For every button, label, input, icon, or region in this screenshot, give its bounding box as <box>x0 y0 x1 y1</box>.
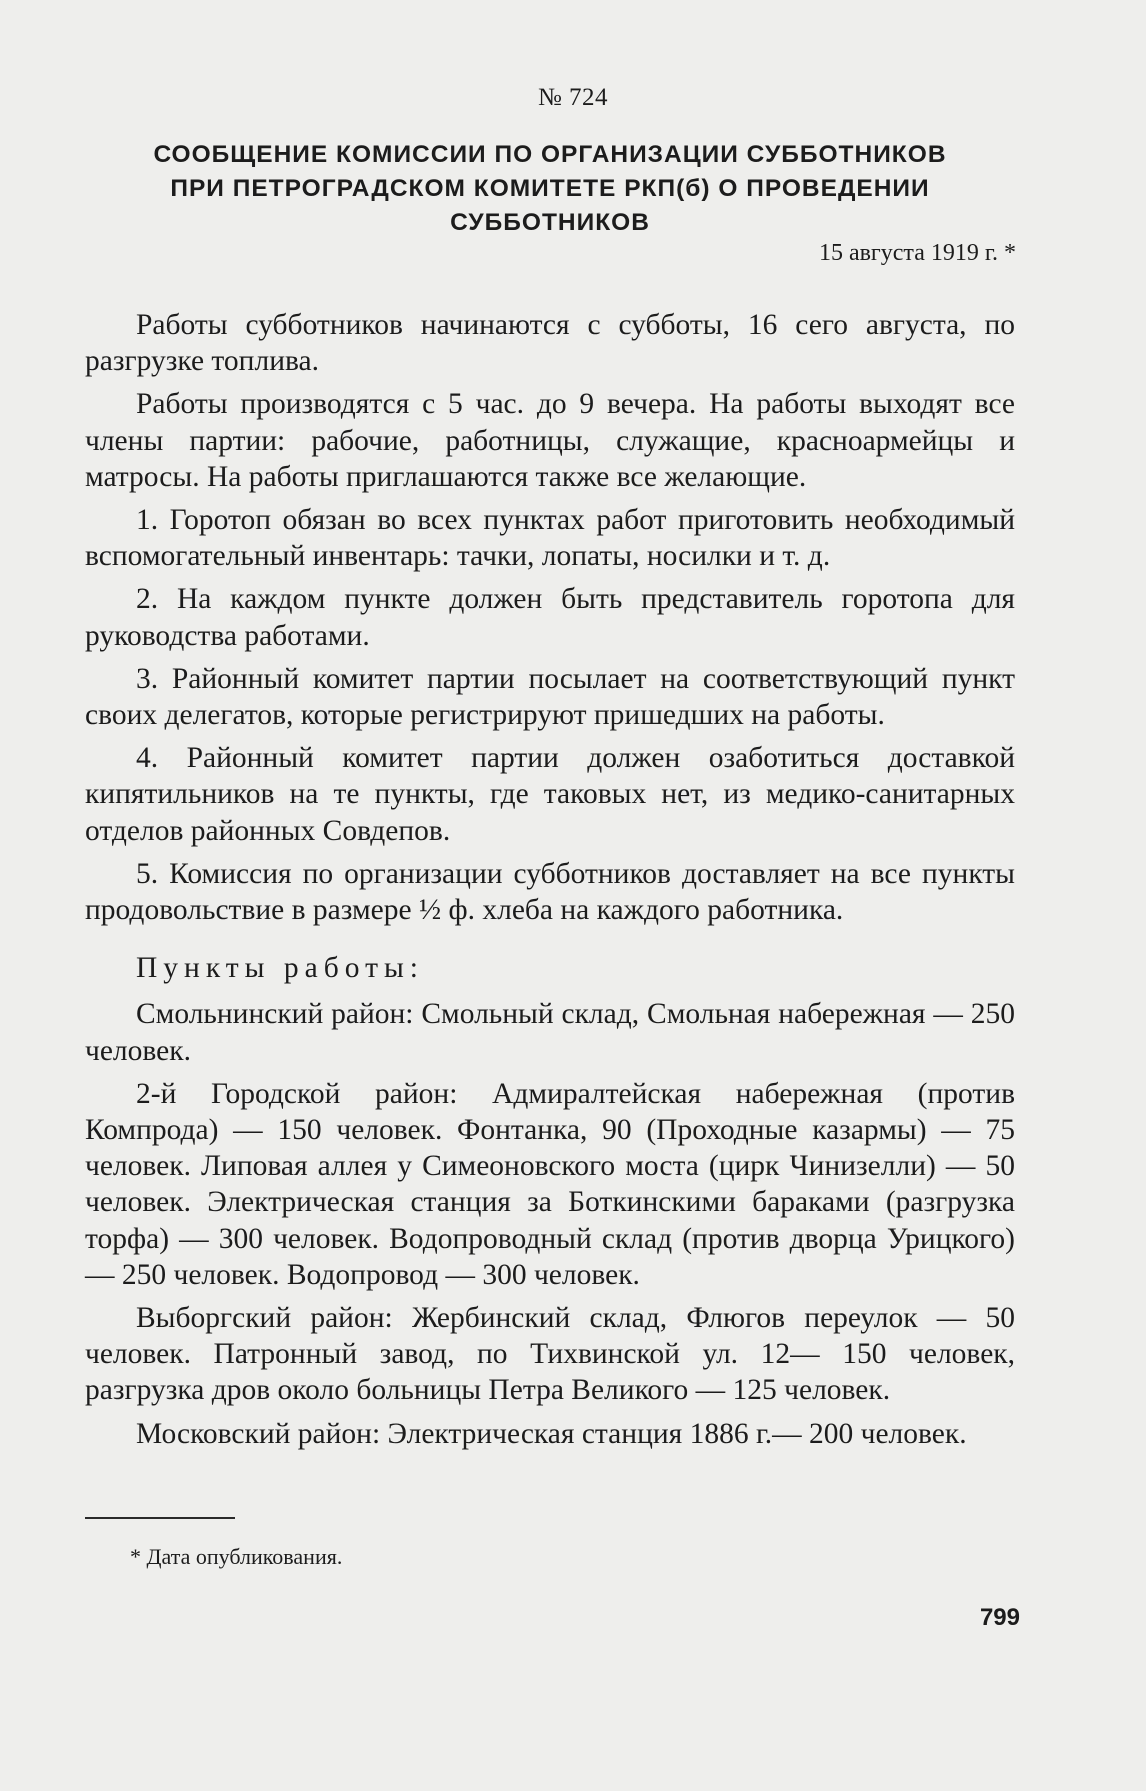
document-title <box>100 138 1000 240</box>
footnote-divider <box>85 1517 235 1519</box>
district-paragraph: Смольнинский район: Смольный склад, Смольная набережная — 250 человек. <box>85 998 1015 1067</box>
page-number: 799 <box>979 1604 1020 1631</box>
paragraph: 4. Районный комитет партии должен озаботиться доставкой кипятильников на те пункты, где таковых нет, из медико-санитарных отделов районных Совдепов. <box>85 742 1015 847</box>
district-paragraph: 2-й Городской район: Адмиралтейская набережная (против Компрода) — 150 человек. Фонтанка, 90 (Проходные казармы) — 75 человек. Липовая аллея у Симеоновского моста (цирк Чинизелли) — 50 человек. Электрическая станция за Боткинскими бараками (разгрузка торфа) — 300 человек. Водопроводный склад (против дворца Урицкого) — 250 человек. Водопровод — 300 человек. <box>85 1077 1015 1291</box>
title-line: СУББОТНИКОВ <box>450 209 650 236</box>
paragraph: 5. Комиссия по организации субботников доставляет на все пункты продовольствие в размере ½ ф. хлеба на каждого работника. <box>85 857 1015 927</box>
paragraph: 1. Горотоп обязан во всех пунктах работ приготовить необходимый вспомогательный инвентарь: тачки, лопаты, носилки и т. д. <box>85 504 1015 573</box>
district-paragraph: Московский район: Электрическая станция 1886 г.— 200 человек. <box>136 1417 967 1450</box>
district-paragraph: Выборгский район: Жербинский склад, Флюгов переулок — 50 человек. Патронный завод, по Тихвинской ул. 12— 150 человек, разгрузка дров около больницы Петра Великого — 125 человек. <box>85 1302 1015 1407</box>
paragraph: 3. Районный комитет партии посылает на соответствующий пункт своих делегатов, которые регистрируют пришедших на работы. <box>85 662 1015 732</box>
paragraph: Работы производятся с 5 час. до 9 вечера. На работы выходят все члены партии: рабочие, работницы, служащие, красноармейцы и матросы. На работы приглашаются также все желающие. <box>85 388 1015 493</box>
document-number: № 724 <box>537 84 609 111</box>
paragraph: 2. На каждом пункте должен быть представитель горотопа для руководства работами. <box>85 583 1015 652</box>
document-date: 15 августа 1919 г. * <box>818 240 1016 266</box>
points-heading: Пункты работы: <box>136 952 424 985</box>
document-body <box>85 307 1015 1459</box>
footnote: * Дата опубликования. <box>130 1544 343 1569</box>
title-line: СООБЩЕНИЕ КОМИССИИ ПО ОРГАНИЗАЦИИ СУББОТНИКОВ <box>153 141 947 168</box>
title-line: ПРИ ПЕТРОГРАДСКОМ КОМИТЕТЕ РКП(б) О ПРОВЕДЕНИИ <box>170 175 930 202</box>
paragraph: Работы субботников начинаются с субботы, 16 сего августа, по разгрузке топлива. <box>85 309 1015 378</box>
